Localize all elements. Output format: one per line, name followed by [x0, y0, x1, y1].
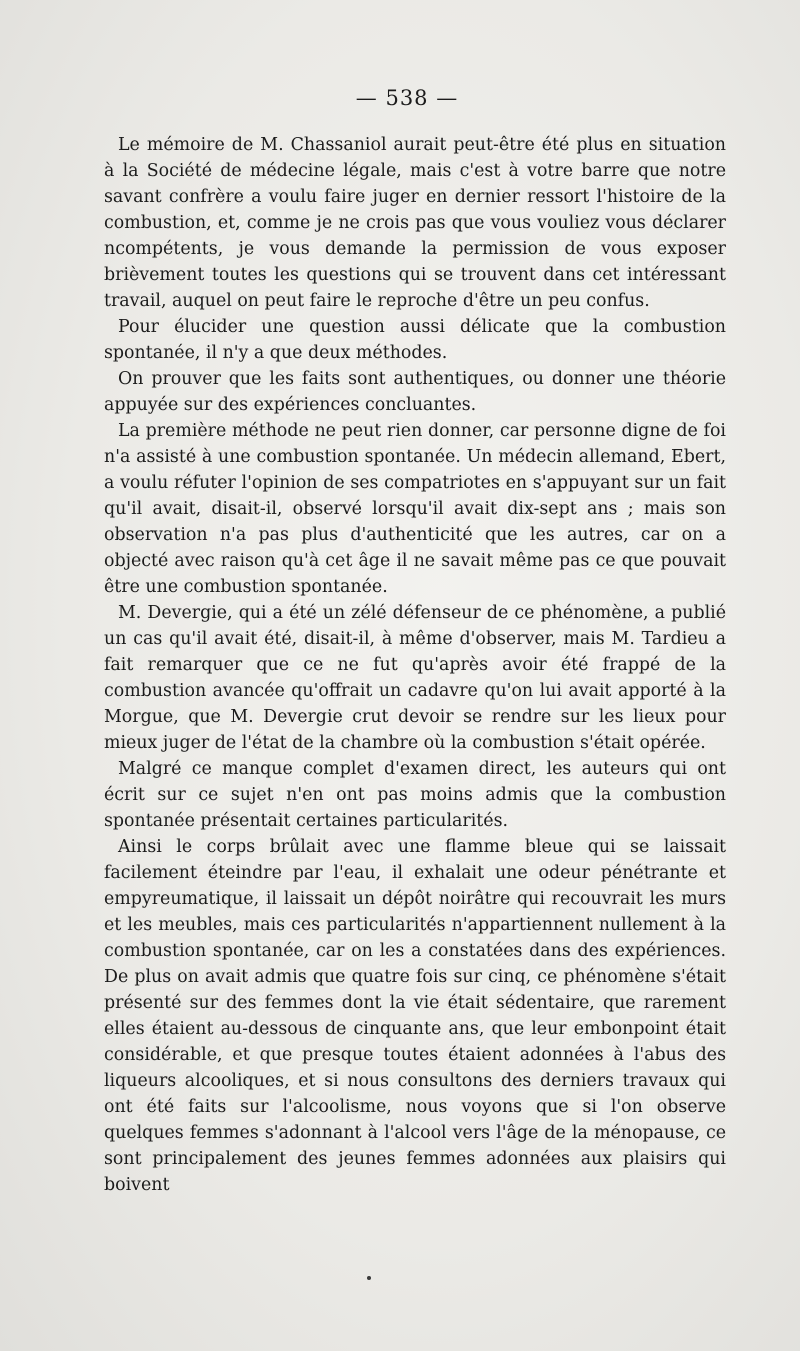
paragraph-1: Le mémoire de M. Chassaniol aurait peut-être été plus en situation à la Société de médecine légale, mais c'est à votre barre que notre savant confrère a voulu faire juger en dernier ressort l'histoire de la combustion, et, comme je ne crois pas que vous vouliez vous déclarer ncompétents, je vous demande la permission de vous exposer brièvement toutes les questions qui se trouvent dans cet intéressant travail, auquel on peut faire le reproche d'être un peu confus.	[104, 135, 726, 311]
paragraph-2: Pour élucider une question aussi délicate que la combustion spontanée, il n'y a que deux méthodes.	[104, 317, 726, 363]
ink-speck	[367, 1276, 371, 1280]
paragraph-3: On prouver que les faits sont authentiques, ou donner une théorie appuyée sur des expériences concluantes.	[104, 369, 726, 415]
page-number: — 538 —	[355, 86, 459, 110]
paragraph-5: M. Devergie, qui a été un zélé défenseur de ce phénomène, a publié un cas qu'il avait été, disait-il, à même d'observer, mais M. Tardieu a fait remarquer que ce ne fut qu'après avoir été frappé de la combustion avancée qu'offrait un cadavre qu'on lui avait apporté à la Morgue, que M. Devergie crut devoir se rendre sur les lieux pour mieux juger de l'état de la chambre où la combustion s'était opérée.	[104, 603, 726, 753]
paragraph-6: Malgré ce manque complet d'examen direct, les auteurs qui ont écrit sur ce sujet n'en ont pas moins admis que la combustion spontanée présentait certaines particularités.	[104, 759, 726, 831]
paragraph-4: La première méthode ne peut rien donner, car personne digne de foi n'a assisté à une combustion spontanée. Un médecin allemand, Ebert, a voulu réfuter l'opinion de ses compatriotes en s'appuyant sur un fait qu'il avait, disait-il, observé lorsqu'il avait dix-sept ans ; mais son observation n'a pas plus d'authenticité que les autres, car on a objecté avec raison qu'à cet âge il ne savait même pas ce que pouvait être une combustion spontanée.	[104, 421, 726, 597]
body-text	[104, 132, 726, 1198]
paragraph-7: Ainsi le corps brûlait avec une flamme bleue qui se laissait facilement éteindre par l'eau, il exhalait une odeur pénétrante et empyreumatique, il laissait un dépôt noirâtre qui recouvrait les murs et les meubles, mais ces particularités n'appartiennent nullement à la combustion spontanée, car on les a constatées dans des expériences. De plus on avait admis que quatre fois sur cinq, ce phénomène s'était présenté sur des femmes dont la vie était sédentaire, que rarement elles étaient au-dessous de cinquante ans, que leur embonpoint était considérable, et que presque toutes étaient adonnées à l'abus des liqueurs alcooliques, et si nous consultons des derniers travaux qui ont été faits sur l'alcoolisme, nous voyons que si l'on observe quelques femmes s'adonnant à l'alcool vers l'âge de la ménopause, ce sont principalement des jeunes femmes adonnées aux plaisirs qui boivent	[104, 837, 726, 1195]
